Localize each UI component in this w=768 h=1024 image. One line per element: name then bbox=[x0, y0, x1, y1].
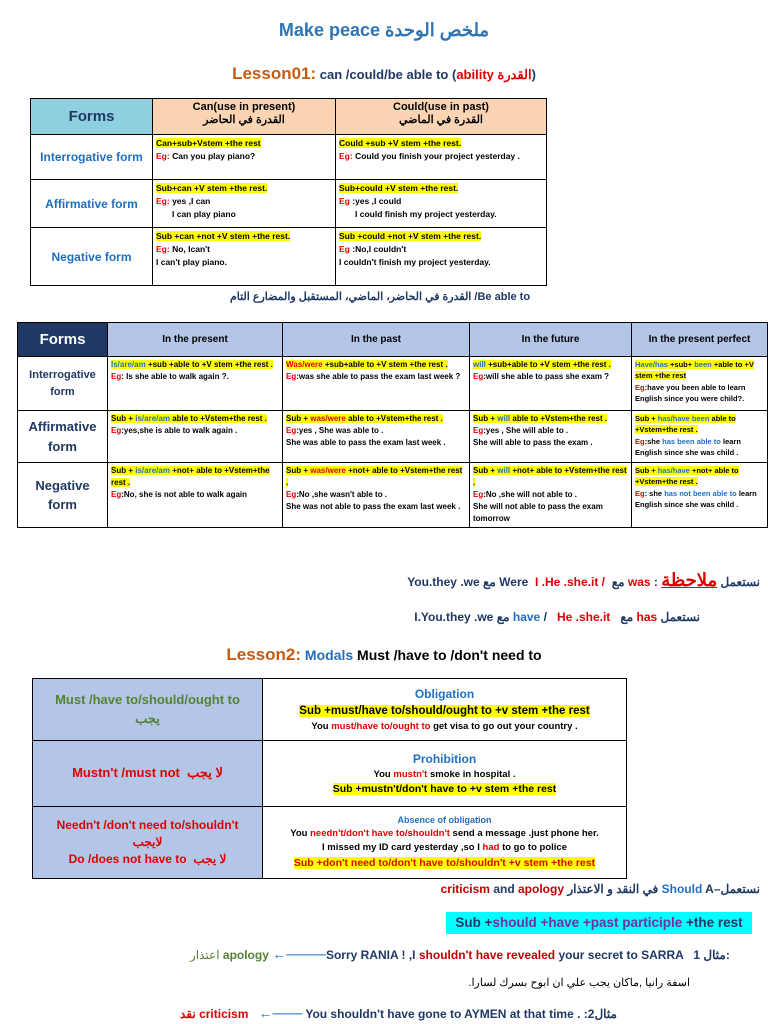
rule: +not+ able to +Vstem+the rest . bbox=[111, 466, 270, 487]
should-word: Should bbox=[661, 882, 703, 896]
rule: able to +Vstem+the rest . bbox=[635, 414, 736, 435]
lesson1-heading bbox=[0, 64, 768, 84]
eg-label: Eg bbox=[473, 426, 484, 435]
present-header: In the present bbox=[108, 323, 283, 357]
could-negative-cell bbox=[336, 228, 547, 286]
and-word: and bbox=[493, 882, 515, 896]
forms-header: Forms bbox=[18, 323, 108, 357]
prohibition-heading: Prohibition bbox=[412, 751, 477, 766]
note-a: : نستعمل bbox=[653, 575, 760, 589]
eg-label: Eg: bbox=[156, 150, 170, 161]
forms-header: Forms bbox=[31, 99, 153, 135]
row-label-affirmative bbox=[18, 411, 108, 463]
aux: has/have been bbox=[657, 414, 710, 423]
can-header bbox=[153, 99, 336, 135]
be-able-to-table bbox=[17, 322, 768, 528]
modals-table bbox=[32, 678, 627, 879]
can-interrogative-cell bbox=[153, 135, 336, 180]
aux: is/are/am bbox=[135, 466, 170, 475]
modal-label-ar: لايجب bbox=[132, 835, 163, 850]
example-2: I could finish my project yesterday. bbox=[355, 208, 497, 219]
present-perfect-header: In the present perfect bbox=[632, 323, 768, 357]
subject: Sub + bbox=[286, 466, 309, 475]
aux-2: has not been able to bbox=[664, 488, 737, 498]
lesson1-text: can /could/be able to ( bbox=[319, 67, 457, 82]
example: Could you finish your project yesterday . bbox=[355, 150, 520, 161]
note-title: ملاحظة bbox=[661, 570, 718, 590]
could-interrogative-cell bbox=[336, 135, 547, 180]
note-has-have bbox=[370, 610, 700, 624]
eg-label: Eg bbox=[339, 243, 350, 254]
rule: +sub+able to +V stem +the rest . bbox=[488, 360, 611, 369]
eg-label: Eg bbox=[111, 372, 122, 381]
lesson1-tag: Lesson01: bbox=[232, 64, 317, 83]
table-row bbox=[31, 228, 547, 286]
example-b: must/have to/ought to bbox=[331, 721, 431, 732]
example2-a: I missed my ID card yesterday ,so I bbox=[322, 842, 480, 854]
eg-label: Eg bbox=[635, 488, 645, 498]
formula-a: Sub + bbox=[455, 915, 493, 930]
criticism-ar: نقد bbox=[180, 1007, 196, 1021]
example-a: You bbox=[290, 828, 308, 840]
obligation-heading: Obligation bbox=[414, 686, 475, 701]
note-d: مع bbox=[483, 575, 496, 589]
past-affirmative-cell bbox=[283, 411, 470, 463]
example-b: shouldn't have revealed bbox=[418, 948, 556, 962]
note-were: Were bbox=[499, 575, 529, 589]
example-c: get visa to go out your country . bbox=[433, 721, 578, 732]
absence-modals bbox=[33, 807, 263, 879]
example-num: . :2مثال bbox=[577, 1007, 617, 1021]
past-header: In the past bbox=[283, 323, 470, 357]
eg-label: Eg: bbox=[339, 150, 353, 161]
rule: able to +Vstem+the rest . bbox=[512, 414, 608, 423]
rule: +not+ able to +Vstem+the rest . bbox=[635, 466, 739, 487]
note2-f: I.You.they .we bbox=[414, 610, 494, 624]
rule: +not+ able to +Vstem+the rest . bbox=[473, 466, 627, 487]
eg-label: Eg bbox=[286, 490, 297, 499]
table-row bbox=[33, 679, 627, 741]
example-c: smoke in hospital . bbox=[429, 768, 516, 780]
aux-2: has been able to bbox=[662, 436, 721, 446]
apology-ar: اعتذار bbox=[190, 948, 220, 962]
aux: will bbox=[497, 414, 511, 423]
past-negative-cell bbox=[283, 463, 470, 528]
table-row bbox=[33, 741, 627, 807]
row-label-line2: form bbox=[50, 385, 75, 398]
subject: Sub + bbox=[111, 466, 134, 475]
eg-label: Eg bbox=[286, 372, 297, 381]
example-a: Sorry RANIA ! ,I bbox=[325, 948, 416, 962]
row-label-line2: form bbox=[48, 438, 77, 454]
example-2: I can't play piano. bbox=[156, 256, 227, 267]
example: :was she able to pass the exam last week ? bbox=[296, 372, 461, 381]
absence-cell bbox=[263, 807, 627, 879]
present-negative-cell bbox=[108, 463, 283, 528]
rule: +sub+ bbox=[670, 360, 693, 369]
can-affirmative-cell bbox=[153, 180, 336, 228]
table-row bbox=[31, 180, 547, 228]
rule: +sub +able to +V stem +the rest . bbox=[147, 360, 273, 369]
note2-b: مع bbox=[620, 610, 634, 624]
rule: Sub +mustn't/don't have to +v stem +the rest bbox=[332, 782, 557, 795]
example-a: You bbox=[311, 721, 329, 732]
rule: Sub +can +not +V stem +the rest. bbox=[156, 231, 291, 241]
example: Can you play piano? bbox=[172, 150, 256, 161]
example-c: your secret to SARRA bbox=[558, 948, 684, 962]
subject: Sub + bbox=[635, 466, 656, 475]
example-2: I couldn't finish my project yesterday. bbox=[339, 256, 491, 267]
example: :No ,she will not able to . bbox=[483, 490, 578, 499]
row-label-line1: Interrogative bbox=[29, 369, 96, 381]
eg-label: Eg: bbox=[156, 195, 170, 206]
example-a: You bbox=[373, 768, 391, 780]
row-label-interrogative: Interrogative form bbox=[31, 135, 153, 180]
example: learn English since she was child . bbox=[635, 488, 757, 509]
aux: will bbox=[473, 360, 486, 369]
formula-b: should +have +past participle bbox=[492, 915, 683, 930]
aux: will bbox=[497, 466, 511, 475]
can-could-table bbox=[30, 98, 547, 286]
future-interrogative-cell bbox=[470, 357, 632, 411]
subject: Sub + bbox=[473, 466, 496, 475]
example: :will she able to pass she exam ? bbox=[483, 372, 610, 381]
note2-has: has bbox=[636, 610, 658, 624]
modal-label-ar: يجب bbox=[135, 710, 160, 726]
future-negative-cell bbox=[470, 463, 632, 528]
could-affirmative-cell bbox=[336, 180, 547, 228]
can-header-label: Can(use in present) bbox=[192, 101, 296, 113]
rule: Can+sub+Vstem +the rest bbox=[156, 138, 261, 148]
note2-d: / bbox=[543, 610, 547, 624]
modal-label-ar: لا يجب bbox=[187, 765, 223, 781]
eg-label: Eg bbox=[473, 372, 484, 381]
row-label-negative: Negative form bbox=[31, 228, 153, 286]
note-was: was bbox=[627, 575, 651, 589]
aux: was/were bbox=[310, 414, 346, 423]
note2-c: He .she.it bbox=[556, 610, 611, 624]
example: learn English since she was child . bbox=[635, 436, 741, 457]
example: :No, she is not able to walk again bbox=[121, 490, 248, 499]
table-row bbox=[18, 357, 768, 411]
absence-heading: Absence of obligation bbox=[397, 814, 492, 825]
perfect-interrogative-cell bbox=[632, 357, 768, 411]
example-b: needn't/don't have to/shouldn't bbox=[310, 828, 450, 840]
example: :yes , She will able to . bbox=[483, 426, 569, 435]
future-affirmative-cell bbox=[470, 411, 632, 463]
example: :No ,she wasn't able to . bbox=[296, 490, 388, 499]
obligation-cell bbox=[263, 679, 627, 741]
subject: Sub + bbox=[286, 414, 309, 423]
note-was-were bbox=[370, 570, 760, 591]
can-header-ar: القدرة في الحاضر bbox=[203, 114, 285, 126]
rule: +sub+able to +V stem +the rest . bbox=[324, 360, 448, 369]
criticism-label: criticism bbox=[199, 1007, 249, 1021]
arrow-left-icon: ←──── bbox=[272, 946, 326, 962]
example-2: She will not able to pass the exam tomorrow bbox=[473, 502, 603, 523]
modal-label: Must /have to/should/ought to bbox=[55, 692, 240, 708]
rule-2: +able to +V stem +the rest bbox=[635, 360, 754, 381]
row-label-interrogative bbox=[18, 357, 108, 411]
perfect-negative-cell bbox=[632, 463, 768, 528]
example: No, Ican't bbox=[172, 243, 210, 254]
criticism-word: criticism bbox=[440, 882, 490, 896]
table-row bbox=[18, 463, 768, 528]
note2-have: have bbox=[512, 610, 541, 624]
rule: Sub +must/have to/should/ought to +v stem +the rest bbox=[299, 704, 590, 717]
aux: Was/were bbox=[286, 360, 323, 369]
perfect-affirmative-cell bbox=[632, 411, 768, 463]
note-c: I .He .she.it / bbox=[534, 575, 606, 589]
table-row bbox=[18, 411, 768, 463]
example2-c: to go to police bbox=[502, 842, 567, 854]
eg-label: Eg bbox=[286, 426, 297, 435]
example-b: mustn't bbox=[393, 768, 428, 780]
eg-label: Eg bbox=[635, 382, 645, 392]
rule: +not+ able to +Vstem+the rest . bbox=[286, 466, 463, 487]
obligation-modals bbox=[33, 679, 263, 741]
example: yes ,I can bbox=[172, 195, 211, 206]
note2-a: نستعمل bbox=[660, 610, 700, 624]
example-lead: : she bbox=[644, 488, 663, 498]
eg-label: Eg bbox=[473, 490, 484, 499]
example: : Is she able to walk again ?. bbox=[121, 372, 229, 381]
note-e: You.they .we bbox=[407, 575, 480, 589]
row-label-line1: Affirmative bbox=[28, 419, 97, 434]
prohibition-cell bbox=[263, 741, 627, 807]
table-row bbox=[31, 135, 547, 180]
lesson1-close: ) bbox=[531, 67, 536, 82]
example: :yes , She was able to . bbox=[296, 426, 384, 435]
note2-e: مع bbox=[496, 610, 510, 624]
modal-label-2-ar: لا يجب bbox=[193, 851, 227, 866]
could-header bbox=[336, 99, 547, 135]
present-interrogative-cell bbox=[108, 357, 283, 411]
lesson2-heading bbox=[0, 645, 768, 665]
eg-label: Eg bbox=[635, 436, 645, 446]
aux: has/have bbox=[657, 466, 690, 475]
a-label: A–نستعمل bbox=[705, 882, 760, 896]
table-row bbox=[33, 807, 627, 879]
prohibition-modals bbox=[33, 741, 263, 807]
example-2: I can play piano bbox=[172, 208, 236, 219]
be-able-to-note: القدرة في الحاضر، الماضي، المستقبل والمضارع التام /Be able to bbox=[229, 291, 531, 303]
aux: was/were bbox=[310, 466, 346, 475]
rule: able to +Vstem+the rest . bbox=[172, 414, 267, 423]
row-label-affirmative: Affirmative form bbox=[31, 180, 153, 228]
example: :have you been able to learn English since you were child?. bbox=[635, 382, 746, 403]
aux: Have/has bbox=[635, 360, 668, 369]
example-text: You shouldn't have gone to AYMEN at that time bbox=[305, 1007, 574, 1021]
eg-label: Eg: bbox=[156, 243, 170, 254]
rule: able to +Vstem+the rest . bbox=[348, 414, 443, 423]
aux: Is/are/am bbox=[111, 360, 146, 369]
rule: Sub +could +not +V stem +the rest. bbox=[339, 231, 482, 241]
past-interrogative-cell bbox=[283, 357, 470, 411]
example-1 bbox=[190, 946, 768, 962]
modal-label: Mustn't /must not bbox=[72, 765, 180, 781]
example-num: مثال 1: bbox=[693, 948, 730, 962]
lesson1-ability: ability القدرة bbox=[456, 67, 532, 82]
apology-word: apology bbox=[518, 882, 565, 896]
row-label-line2: form bbox=[48, 497, 77, 512]
rule: Sub+could +V stem +the rest. bbox=[339, 183, 459, 193]
page-title: Make peace ملخص الوحدة bbox=[278, 20, 490, 40]
eg-label: Eg bbox=[111, 490, 122, 499]
example-2 bbox=[180, 1005, 768, 1021]
aux-2: been bbox=[694, 360, 712, 369]
apology-label: apology bbox=[222, 948, 269, 962]
arrow-left-icon: ←─── bbox=[258, 1005, 303, 1021]
aux: is/are/am bbox=[135, 414, 170, 423]
rule: Sub +don't need to/don't have to/shouldn't +v stem +the rest bbox=[293, 856, 596, 869]
future-header: In the future bbox=[470, 323, 632, 357]
rule: Sub+can +V stem +the rest. bbox=[156, 183, 268, 193]
example-c: send a message .just phone her. bbox=[452, 828, 599, 840]
subject: Sub + bbox=[635, 414, 656, 423]
example-2: She was not able to pass the exam last week . bbox=[286, 502, 461, 511]
could-header-label: Could(use in past) bbox=[393, 101, 489, 113]
example: :yes,she is able to walk again . bbox=[121, 426, 238, 435]
can-negative-cell bbox=[153, 228, 336, 286]
ar-text: في النقد و الاعتذار bbox=[567, 882, 659, 896]
rule: Could +sub +V stem +the rest. bbox=[339, 138, 462, 148]
modal-label-2: Do /does not have to bbox=[68, 851, 187, 866]
example-lead: :she bbox=[644, 436, 661, 446]
eg-label: Eg bbox=[111, 426, 122, 435]
example-2: She was able to pass the exam last week . bbox=[286, 438, 446, 447]
note-b: مع bbox=[611, 575, 625, 589]
subject: Sub + bbox=[473, 414, 496, 423]
present-affirmative-cell bbox=[108, 411, 283, 463]
could-header-ar: القدرة في الماضي bbox=[399, 114, 483, 126]
lesson2-tag: Lesson2: bbox=[226, 645, 302, 664]
formula-c: +the rest bbox=[686, 915, 743, 930]
should-intro bbox=[380, 882, 760, 896]
row-label-line1: Negative bbox=[35, 477, 90, 493]
row-label-negative bbox=[18, 463, 108, 528]
example2-b: had bbox=[482, 842, 500, 854]
eg-label: Eg bbox=[339, 195, 350, 206]
subject: Sub + bbox=[111, 414, 134, 423]
should-formula bbox=[446, 912, 752, 934]
example-2: She will able to pass the exam . bbox=[473, 438, 593, 447]
modal-label: Needn't /don't need to/shouldn't bbox=[56, 818, 239, 833]
lesson2-modals: Modals bbox=[304, 647, 354, 663]
example: :yes ,I could bbox=[352, 195, 402, 206]
example: :No,I couldn't bbox=[352, 243, 407, 254]
lesson2-text: Must /have to /don't need to bbox=[357, 647, 542, 663]
example-1-translation: اسفة رانيا ,ماكان يجب علي ان ابوح بسرك لسارا. bbox=[468, 977, 690, 989]
